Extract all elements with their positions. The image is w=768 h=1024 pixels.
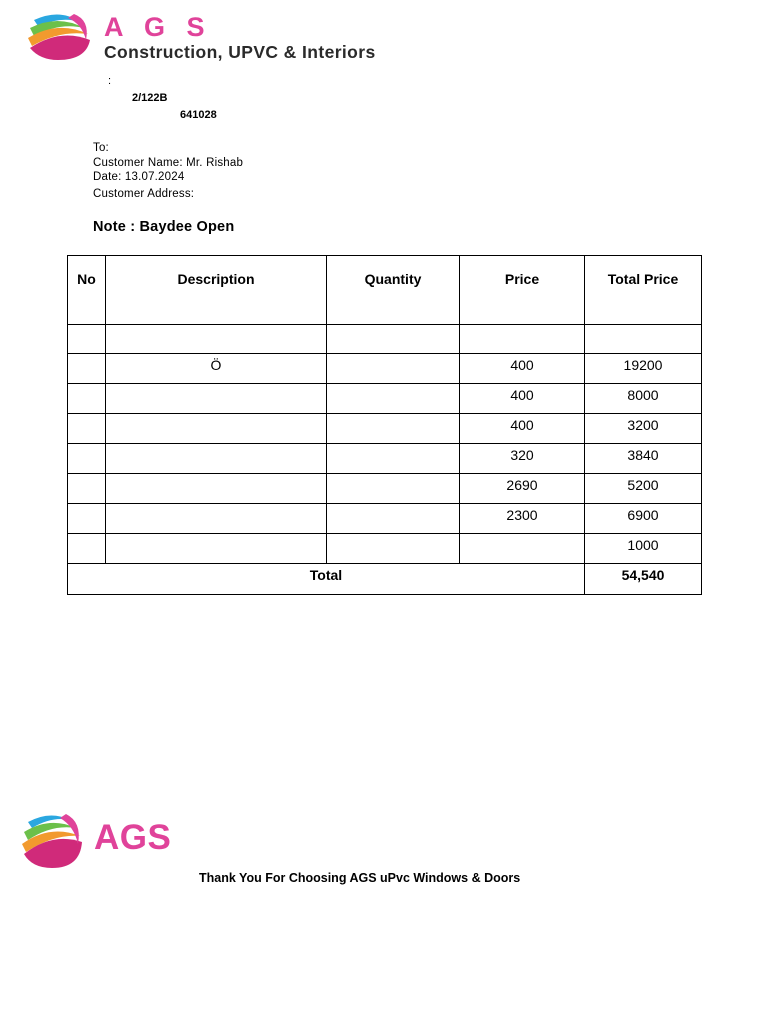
cell-description [106,474,327,504]
invoice-date: Date: 13.07.2024 [93,171,185,183]
cell-quantity [327,325,460,354]
cell-quantity [327,384,460,414]
thank-you-message: Thank You For Choosing AGS uPvc Windows & Doors [199,871,521,885]
table-row [68,474,702,504]
total-row [68,564,702,595]
cell-no [68,504,106,534]
cell-total-price [585,325,702,354]
cell-price [460,325,585,354]
address-colon: : [108,75,112,87]
header-no: No [68,256,106,325]
cell-description [106,384,327,414]
brand-tagline: Construction, UPVC & Interiors [104,42,376,62]
cell-price: 320 [460,444,585,474]
cell-quantity [327,474,460,504]
cell-price: 400 [460,354,585,384]
total-value: 54,540 [585,564,702,595]
cell-total-price: 3840 [585,444,702,474]
cell-description [106,534,327,564]
to-label: To: [93,142,109,154]
cell-no [68,384,106,414]
brand-title: A G S [104,12,212,42]
cell-quantity [327,414,460,444]
cell-description [106,325,327,354]
cell-no [68,534,106,564]
table-row [68,384,702,414]
total-label: Total [68,564,585,595]
cell-total-price: 3200 [585,414,702,444]
cell-total-price: 1000 [585,534,702,564]
company-logo-icon [24,10,96,62]
table-row [68,504,702,534]
cell-price: 400 [460,384,585,414]
invoice-table [67,255,702,595]
table-row [68,414,702,444]
cell-quantity [327,354,460,384]
cell-no [68,325,106,354]
cell-quantity [327,444,460,474]
cell-price [460,534,585,564]
table-row [68,444,702,474]
cell-price: 2690 [460,474,585,504]
table-row [68,354,702,384]
address-line-2: 641028 [180,109,217,121]
cell-price: 400 [460,414,585,444]
header-description: Description [106,256,327,325]
cell-total-price: 19200 [585,354,702,384]
customer-address: Customer Address: [93,188,195,200]
table-row [68,325,702,354]
cell-description: Ö [106,354,327,384]
cell-no [68,354,106,384]
cell-total-price: 6900 [585,504,702,534]
cell-description [106,444,327,474]
table-row [68,534,702,564]
header-quantity: Quantity [327,256,460,325]
cell-price: 2300 [460,504,585,534]
header-price: Price [460,256,585,325]
table-header-row [68,256,702,325]
customer-name: Customer Name: Mr. Rishab [93,157,244,169]
note: Note : Baydee Open [93,219,235,235]
cell-total-price: 5200 [585,474,702,504]
cell-total-price: 8000 [585,384,702,414]
cell-description [106,414,327,444]
footer-logo-icon [20,812,86,870]
cell-no [68,444,106,474]
cell-quantity [327,534,460,564]
cell-quantity [327,504,460,534]
cell-no [68,414,106,444]
cell-description [106,504,327,534]
address-line-1: 2/122B [132,92,168,104]
footer-brand: AGS [94,818,172,857]
cell-no [68,474,106,504]
header-total-price: Total Price [585,256,702,325]
